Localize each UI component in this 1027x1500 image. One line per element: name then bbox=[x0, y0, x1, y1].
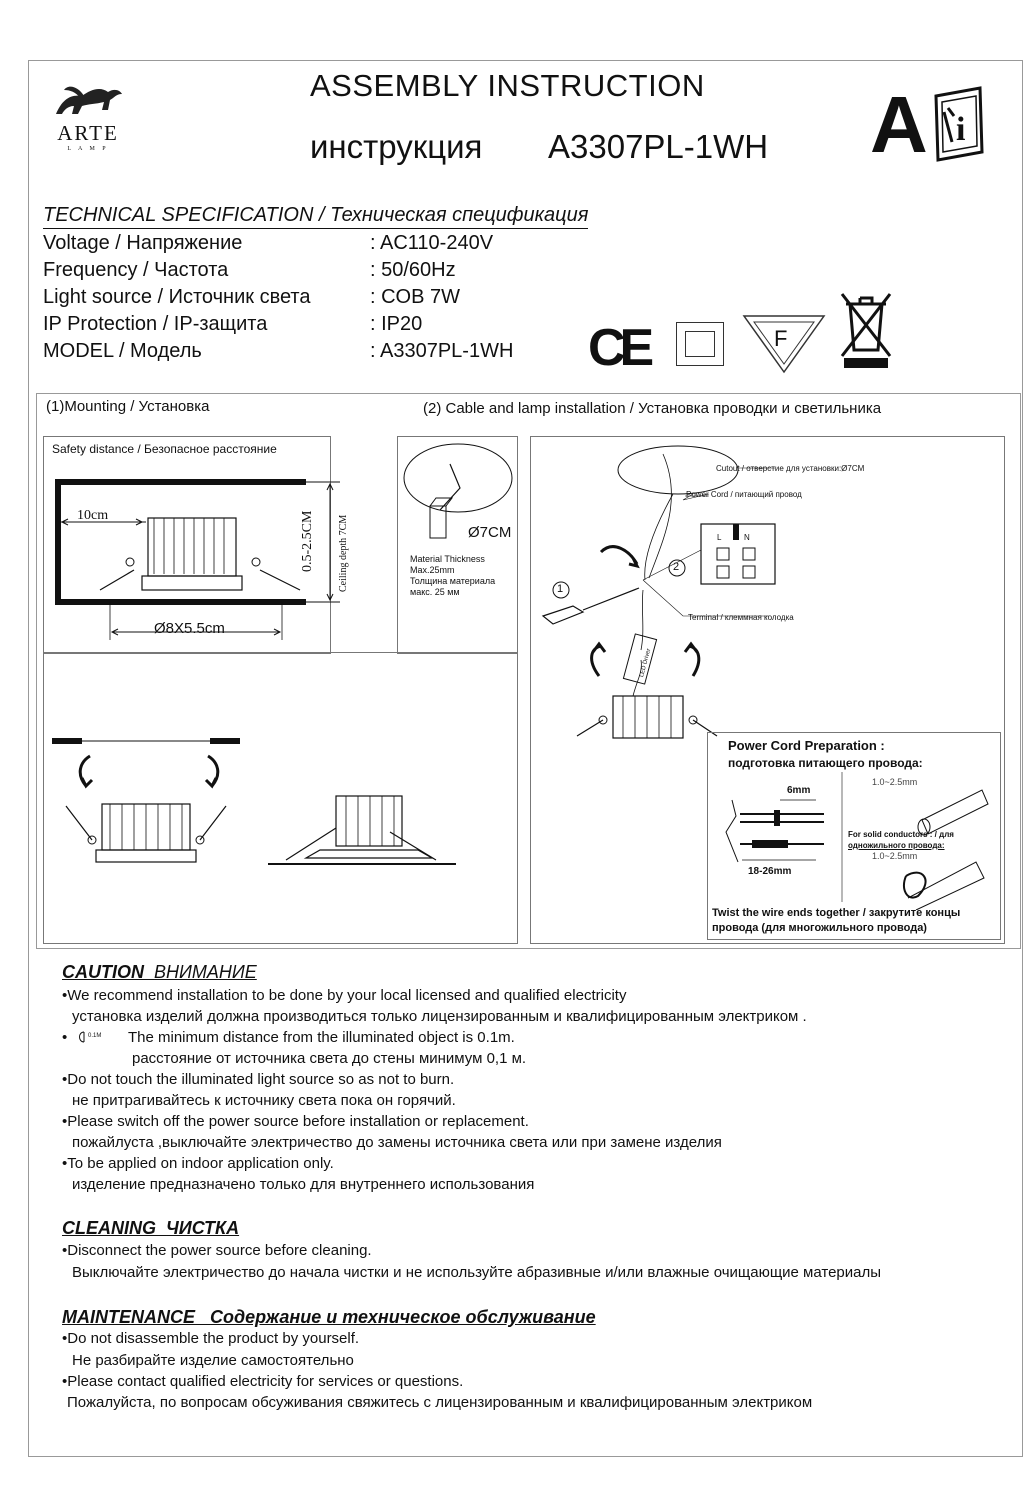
cleaning-heading-ru: ЧИСТКА bbox=[166, 1218, 240, 1238]
dist-side-label: 10cm bbox=[77, 508, 109, 523]
caution-line-1: •We recommend installation to be done by your local licensed and qualified electricity bbox=[62, 987, 627, 1004]
spec-value-voltage: : AC110-240V bbox=[370, 232, 494, 254]
spec-heading: TECHNICAL SPECIFICATION / Техническая спецификация bbox=[43, 204, 588, 229]
caution-line-2: установка изделий должна производиться только лицензированным и квалифицированным электриком . bbox=[72, 1008, 807, 1025]
cord-prep-title-1: Power Cord Preparation : bbox=[728, 738, 885, 753]
caution-line-7: •Please switch off the power source before installation or replacement. bbox=[62, 1113, 529, 1130]
caution-line-9: •To be applied on indoor application only. bbox=[62, 1155, 334, 1172]
cleaning-line-2: Выключайте электричество до начала чистки и не используйте абразивные и/или влажные очищающие материалы bbox=[72, 1264, 882, 1281]
wire-length-label: 18-26mm bbox=[748, 866, 792, 877]
material-ru-1: Толщина материала bbox=[410, 576, 496, 586]
cleaning-heading-en: CLEANING bbox=[62, 1218, 156, 1238]
cross-section-1: 1.0~2.5mm bbox=[872, 777, 918, 787]
f-mark-icon bbox=[742, 312, 826, 379]
twist-note-1: Twist the wire ends together / закрутите концы bbox=[712, 907, 961, 919]
brand-logo bbox=[48, 80, 128, 150]
spec-label-voltage: Voltage / Напряжение bbox=[43, 232, 243, 254]
solid-conductor-2: одножильного провода: bbox=[848, 841, 945, 850]
terminal-callout: Terminal / клеммная колодка bbox=[688, 613, 794, 622]
brand-sub: L A M P bbox=[67, 146, 109, 152]
maintenance-heading-ru: Содержание и техническое обслуживание bbox=[210, 1307, 596, 1327]
material-en-1: Material Thickness bbox=[410, 554, 485, 564]
led-driver-label: LED Driver bbox=[638, 648, 653, 678]
ce-mark-icon: CE bbox=[588, 319, 649, 377]
maintenance-line-1: •Do not disassemble the product by yourself. bbox=[62, 1330, 360, 1347]
solid-conductor-1: For solid conductors : / для bbox=[848, 830, 954, 839]
cutout-diameter-label: Ø7CM bbox=[468, 524, 512, 541]
caution-line-4: расстояние от источника света до стены минимум 0,1 м. bbox=[132, 1050, 527, 1067]
lion-icon bbox=[48, 80, 128, 120]
material-ru-2: макс. 25 мм bbox=[410, 587, 460, 597]
caution-bullet: • bbox=[62, 1029, 68, 1046]
terminal-l-label: L bbox=[717, 533, 722, 542]
insertion-diagram bbox=[46, 730, 466, 885]
caution-heading-ru: ВНИМАНИЕ bbox=[154, 962, 257, 982]
f-mark-label: F bbox=[774, 326, 788, 351]
spec-value-ip: : IP20 bbox=[370, 313, 423, 335]
spec-label-model: MODEL / Модель bbox=[43, 340, 202, 362]
twist-note-2: провода (для многожильного провода) bbox=[712, 922, 927, 934]
dist-top-label: 0.5-2.5CM bbox=[300, 510, 315, 572]
ceiling-depth-label: Ceiling depth 7CM bbox=[338, 514, 349, 592]
spec-label-ip: IP Protection / IP-защита bbox=[43, 313, 268, 335]
read-manual-icon bbox=[870, 82, 988, 167]
caution-heading bbox=[62, 962, 257, 983]
doc-subtitle-ru: инструкция bbox=[310, 128, 483, 165]
brand-name: ARTE bbox=[57, 121, 119, 145]
cleaning-line-1: •Disconnect the power source before cleaning. bbox=[62, 1242, 372, 1259]
maintenance-heading bbox=[62, 1307, 596, 1328]
spec-label-light-source: Light source / Источник света bbox=[43, 286, 311, 308]
caution-line-6: не притрагивайтесь к источнику света пока он горячий. bbox=[72, 1092, 456, 1109]
fixture-size-label: Ø8X5.5cm bbox=[154, 620, 225, 637]
caution-line-10: изделение предназначено только для внутреннего использования bbox=[72, 1176, 535, 1193]
caution-line-8: пожайлуста ,выключайте электричество до замены источника света или при замене изделия bbox=[72, 1134, 722, 1151]
weee-bin-icon bbox=[838, 290, 894, 375]
cutout-callout: Cutout / отверстие для установки:Ø7CM bbox=[716, 464, 865, 473]
distance-icon bbox=[74, 1030, 120, 1044]
maintenance-line-2: Не разбирайте изделие самостоятельно bbox=[72, 1352, 354, 1369]
distance-icon-label: 0.1M bbox=[88, 1033, 102, 1039]
spec-value-model: : A3307PL-1WH bbox=[370, 340, 514, 362]
step-2-label: 2 bbox=[673, 561, 680, 573]
doc-title: ASSEMBLY INSTRUCTION bbox=[310, 68, 705, 103]
maintenance-heading-en: MAINTENANCE bbox=[62, 1307, 195, 1327]
class-ii-icon bbox=[676, 322, 724, 366]
svg-text:A: A bbox=[870, 82, 928, 162]
spec-value-light-source: : COB 7W bbox=[370, 286, 461, 308]
material-en-2: Max.25mm bbox=[410, 565, 455, 575]
maintenance-line-4: Пожалуйста, по вопросам обсуживания свяжитесь с лицензированным и квалифицированным электриком bbox=[67, 1394, 813, 1411]
caution-line-5: •Do not touch the illuminated light source so as not to burn. bbox=[62, 1071, 455, 1088]
mounting-heading: (1)Mounting / Установка bbox=[46, 398, 210, 415]
caution-line-3: The minimum distance from the illuminated object is 0.1m. bbox=[128, 1029, 515, 1046]
doc-model-code: A3307PL-1WH bbox=[548, 128, 769, 165]
cord-prep-title-2: подготовка питающего провода: bbox=[728, 756, 923, 770]
svg-text:i: i bbox=[956, 111, 966, 148]
strip-length-label: 6mm bbox=[787, 785, 811, 796]
safety-distance-label: Safety distance / Безопасное расстояние bbox=[52, 442, 277, 456]
spec-label-frequency: Frequency / Частота bbox=[43, 259, 229, 281]
step-1-label: 1 bbox=[557, 583, 564, 595]
spec-value-frequency: : 50/60Hz bbox=[370, 259, 456, 281]
cable-heading: (2) Cable and lamp installation / Установка проводки и светильника bbox=[423, 400, 882, 417]
cable-diagram bbox=[533, 440, 1001, 745]
terminal-n-label: N bbox=[744, 533, 750, 542]
caution-heading-en: CAUTION bbox=[62, 962, 144, 982]
cleaning-heading bbox=[62, 1218, 239, 1239]
power-cord-callout: Power Cord / питающий провод bbox=[686, 490, 802, 499]
cross-section-2: 1.0~2.5mm bbox=[872, 851, 918, 861]
maintenance-line-3: •Please contact qualified electricity for services or questions. bbox=[62, 1373, 464, 1390]
